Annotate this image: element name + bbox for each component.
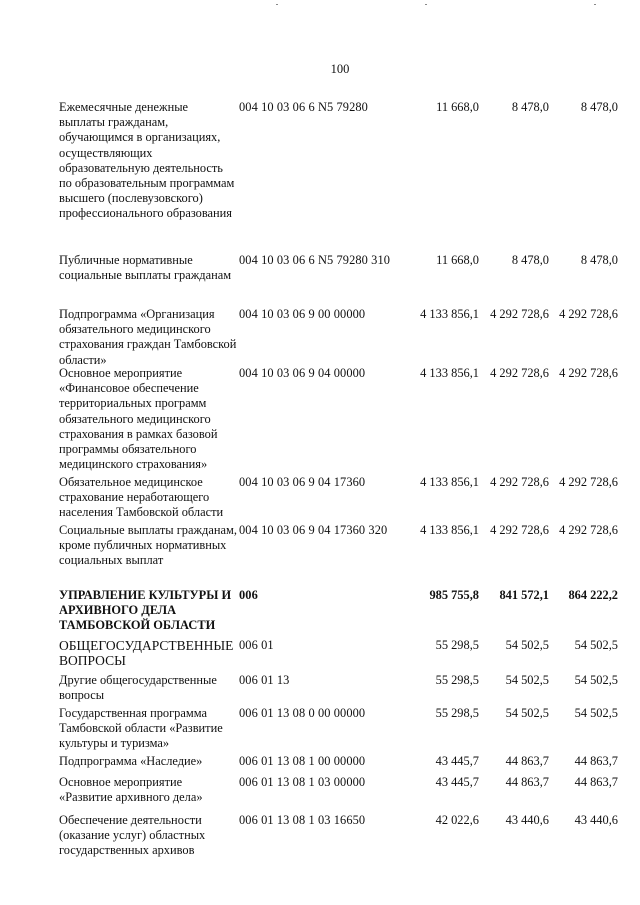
row-value-1: 4 133 856,1	[420, 475, 479, 489]
row-value-3: 44 863,7	[574, 775, 618, 789]
row-value-1: 43 445,7	[435, 775, 479, 789]
row-value-2: 54 502,5	[505, 638, 549, 652]
row-value-3: 43 440,6	[574, 813, 618, 827]
row-value-2: 4 292 728,6	[490, 366, 549, 380]
row-value-2: 841 572,1	[499, 588, 549, 602]
row-value-3: 44 863,7	[574, 754, 618, 768]
row-name: Ежемесячные денежные выплаты гражданам, обучающимся в организациях, осуществляющих образовательную деятельность по образовательным программам высшего (послевузовского) профессионального образования	[59, 100, 235, 221]
row-code: 004 10 03 06 9 04 17360 320	[239, 523, 388, 537]
row-name: Другие общегосударственные вопросы	[59, 673, 217, 703]
row-value-1: 55 298,5	[435, 706, 479, 720]
row-name: Подпрограмма «Наследие»	[59, 754, 203, 768]
row-value-3: 8 478,0	[580, 253, 618, 267]
row-name: Социальные выплаты гражданам, кроме публичных нормативных социальных выплат	[59, 523, 237, 568]
row-code: 004 10 03 06 6 N5 79280 310	[239, 253, 391, 267]
row-value-3: 4 292 728,6	[559, 523, 618, 537]
row-value-1: 985 755,8	[429, 588, 479, 602]
row-value-3: 54 502,5	[574, 673, 618, 687]
scan-artifact	[425, 4, 427, 5]
row-value-3: 4 292 728,6	[559, 366, 618, 380]
row-value-1: 42 022,6	[435, 813, 479, 827]
row-value-3: 4 292 728,6	[559, 307, 618, 321]
row-value-1: 11 668,0	[436, 253, 479, 267]
row-code: 004 10 03 06 6 N5 79280	[239, 100, 368, 114]
scan-artifact	[594, 4, 596, 5]
row-name: Публичные нормативные социальные выплаты гражданам	[59, 253, 232, 283]
row-name: ОБЩЕГОСУДАРСТВЕННЫЕ ВОПРОСЫ	[59, 638, 234, 669]
row-code: 006 01 13	[239, 673, 290, 687]
row-value-1: 11 668,0	[436, 100, 479, 114]
row-value-1: 4 133 856,1	[420, 523, 479, 537]
row-value-2: 54 502,5	[505, 673, 549, 687]
row-code: 004 10 03 06 9 04 00000	[239, 366, 366, 380]
row-value-3: 864 222,2	[568, 588, 618, 602]
row-value-2: 44 863,7	[505, 754, 549, 768]
row-name: Обеспечение деятельности (оказание услуг) областных государственных архивов	[59, 813, 206, 858]
row-value-1: 55 298,5	[435, 673, 479, 687]
row-code: 004 10 03 06 9 04 17360	[239, 475, 366, 489]
row-value-2: 44 863,7	[505, 775, 549, 789]
row-value-1: 4 133 856,1	[420, 366, 479, 380]
row-value-2: 4 292 728,6	[490, 475, 549, 489]
row-value-3: 4 292 728,6	[559, 475, 618, 489]
row-name: УПРАВЛЕНИЕ КУЛЬТУРЫ И АРХИВНОГО ДЕЛА ТАМБОВСКОЙ ОБЛАСТИ	[59, 588, 232, 633]
row-value-2: 8 478,0	[511, 100, 549, 114]
row-value-1: 55 298,5	[435, 638, 479, 652]
row-name: Обязательное медицинское страхование неработающего населения Тамбовской области	[59, 475, 224, 520]
row-name: Государственная программа Тамбовской области «Развитие культуры и туризма»	[59, 706, 223, 751]
row-code: 004 10 03 06 9 00 00000	[239, 307, 366, 321]
row-value-3: 54 502,5	[574, 706, 618, 720]
row-value-1: 4 133 856,1	[420, 307, 479, 321]
row-value-2: 43 440,6	[505, 813, 549, 827]
row-name: Подпрограмма «Организация обязательного медицинского страхования граждан Тамбовской области»	[59, 307, 237, 367]
row-value-2: 4 292 728,6	[490, 523, 549, 537]
row-code: 006 01 13 08 1 03 16650	[239, 813, 366, 827]
page-number: 100	[330, 62, 350, 76]
row-code: 006 01 13 08 1 00 00000	[239, 754, 366, 768]
row-name: Основное мероприятие «Финансовое обеспечение территориальных программ обязательного медицинского страхования в рамках базовой программы обязательного медицинского страхования»	[59, 366, 218, 472]
row-code: 006	[239, 588, 258, 602]
row-name: Основное мероприятие «Развитие архивного дела»	[59, 775, 203, 805]
row-value-3: 8 478,0	[580, 100, 618, 114]
row-value-1: 43 445,7	[435, 754, 479, 768]
row-code: 006 01	[239, 638, 274, 652]
row-value-2: 54 502,5	[505, 706, 549, 720]
row-code: 006 01 13 08 0 00 00000	[239, 706, 366, 720]
row-value-3: 54 502,5	[574, 638, 618, 652]
scan-artifact	[276, 4, 278, 5]
row-value-2: 4 292 728,6	[490, 307, 549, 321]
row-value-2: 8 478,0	[511, 253, 549, 267]
row-code: 006 01 13 08 1 03 00000	[239, 775, 366, 789]
